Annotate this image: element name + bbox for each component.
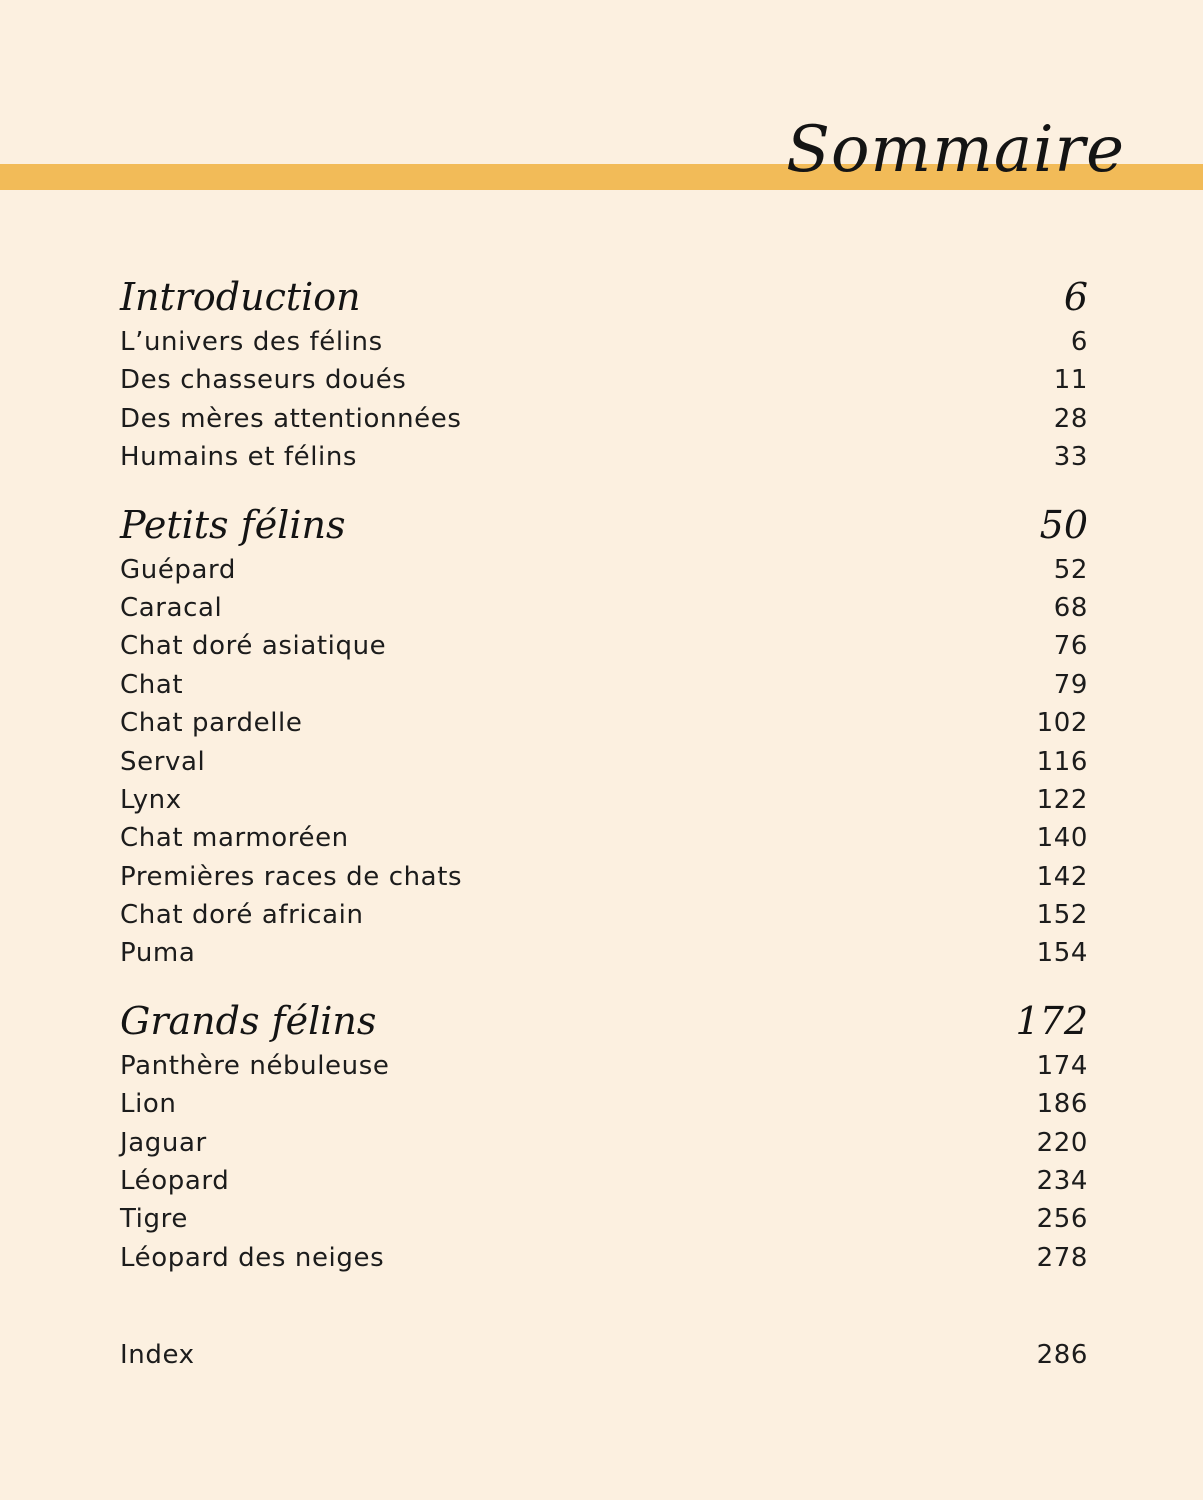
section-heading-label: Grands félins <box>120 998 377 1043</box>
toc-entry[interactable] <box>120 555 1088 593</box>
toc-entry-label: L’univers des félins <box>120 327 383 357</box>
toc-entry-label: Des chasseurs doués <box>120 365 407 396</box>
toc-entry-label: Lynx <box>120 784 182 815</box>
page-title: Sommaire <box>786 113 1125 187</box>
index-label: Index <box>120 1340 195 1370</box>
toc-section-grands-felins <box>120 999 1088 1281</box>
table-of-contents <box>120 275 1088 1281</box>
toc-entry-page: 234 <box>1036 1166 1088 1197</box>
toc-entry[interactable] <box>120 938 1088 976</box>
toc-entry-page: 33 <box>1053 442 1088 473</box>
toc-entry-label: Chat <box>120 669 184 700</box>
toc-entry-label: Humains et félins <box>120 442 358 473</box>
toc-entry-label: Caracal <box>120 592 223 623</box>
toc-entry-label: Jaguar <box>120 1127 207 1158</box>
toc-entry-label: Léopard des neiges <box>120 1242 385 1273</box>
toc-section-petits-felins <box>120 503 1088 977</box>
toc-entry-label: Puma <box>120 938 196 969</box>
toc-entry-label: Léopard <box>120 1166 230 1197</box>
toc-entry-page: 68 <box>1053 592 1088 623</box>
toc-entry-label: Chat doré africain <box>120 900 364 931</box>
toc-entry[interactable] <box>120 631 1088 669</box>
toc-entry[interactable] <box>120 327 1088 365</box>
toc-entry-page: 220 <box>1036 1127 1088 1158</box>
section-heading-page: 50 <box>1039 502 1088 547</box>
toc-section-introduction <box>120 275 1088 481</box>
toc-entry[interactable] <box>120 404 1088 442</box>
section-heading-page: 6 <box>1063 275 1088 319</box>
toc-entry-label: Lion <box>120 1089 177 1120</box>
toc-entry-label: Premières races de chats <box>120 861 463 892</box>
toc-entry-page: 140 <box>1036 823 1088 854</box>
toc-entry[interactable] <box>120 785 1088 823</box>
toc-entry[interactable] <box>120 365 1088 403</box>
toc-entry[interactable] <box>120 670 1088 708</box>
toc-entry[interactable] <box>120 823 1088 861</box>
toc-entry-page: 6 <box>1070 327 1088 357</box>
toc-entry-page: 52 <box>1053 554 1088 585</box>
index-page: 286 <box>1036 1340 1088 1370</box>
toc-entry[interactable] <box>120 900 1088 938</box>
toc-entry[interactable] <box>120 1243 1088 1281</box>
toc-entry-page: 154 <box>1036 938 1088 969</box>
toc-entry-label: Chat marmoréen <box>120 823 349 854</box>
section-heading[interactable] <box>120 999 1088 1051</box>
toc-entry-page: 152 <box>1036 900 1088 931</box>
section-heading[interactable] <box>120 503 1088 555</box>
toc-entry[interactable] <box>120 708 1088 746</box>
section-heading-page: 172 <box>1015 998 1088 1043</box>
toc-entry-page: 28 <box>1053 403 1088 434</box>
toc-entry[interactable] <box>120 1204 1088 1242</box>
toc-entry-page: 102 <box>1036 708 1088 739</box>
toc-entry-page: 256 <box>1036 1204 1088 1235</box>
toc-entry[interactable] <box>120 442 1088 480</box>
toc-entry-page: 79 <box>1053 669 1088 700</box>
toc-entry[interactable] <box>120 1166 1088 1204</box>
toc-entry-page: 11 <box>1053 365 1088 396</box>
toc-entry-label: Chat doré asiatique <box>120 631 387 662</box>
toc-entry-page: 116 <box>1036 746 1088 777</box>
toc-entry[interactable] <box>120 747 1088 785</box>
toc-entry-label: Serval <box>120 746 206 777</box>
toc-entry-page: 76 <box>1053 631 1088 662</box>
toc-entry[interactable] <box>120 862 1088 900</box>
toc-entry-label: Guépard <box>120 554 236 585</box>
toc-entry[interactable] <box>120 1051 1088 1089</box>
toc-entry-index[interactable] <box>120 1340 1088 1370</box>
toc-entry-label: Tigre <box>120 1204 188 1235</box>
toc-entry[interactable] <box>120 593 1088 631</box>
toc-entry-page: 122 <box>1036 784 1088 815</box>
toc-entry-page: 186 <box>1036 1089 1088 1120</box>
toc-entry-page: 278 <box>1036 1242 1088 1273</box>
toc-entry-page: 142 <box>1036 861 1088 892</box>
toc-entry-page: 174 <box>1036 1050 1088 1081</box>
section-heading-label: Petits félins <box>120 502 346 547</box>
section-heading-label: Introduction <box>120 275 361 319</box>
toc-entry[interactable] <box>120 1089 1088 1127</box>
toc-entry-label: Des mères attentionnées <box>120 403 462 434</box>
toc-entry-label: Panthère nébuleuse <box>120 1050 390 1081</box>
toc-entry[interactable] <box>120 1128 1088 1166</box>
section-heading[interactable] <box>120 275 1088 327</box>
toc-entry-label: Chat pardelle <box>120 708 303 739</box>
